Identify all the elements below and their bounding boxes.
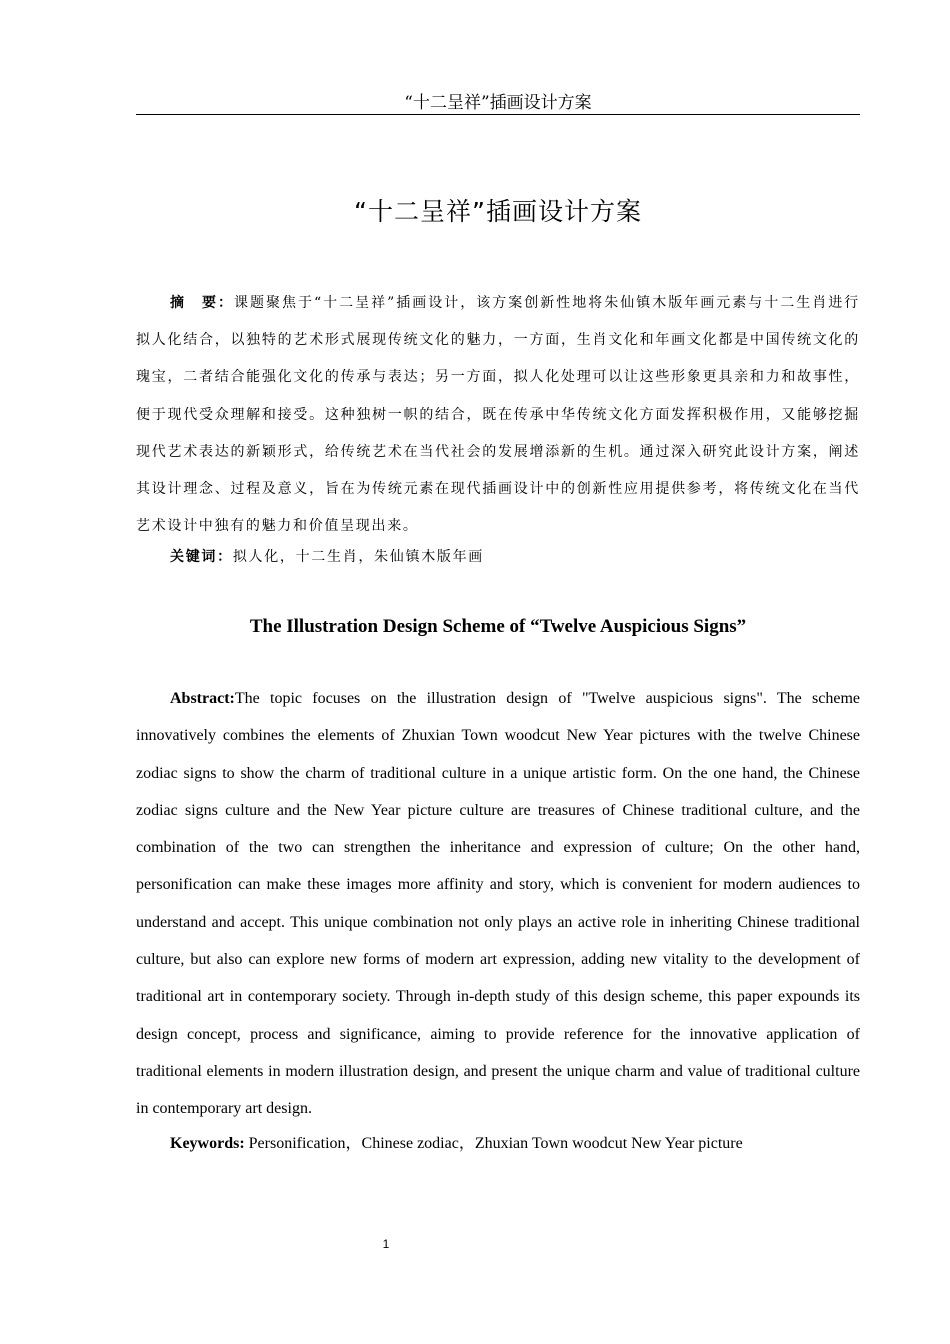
chinese-title: “十二呈祥”插画设计方案 — [354, 197, 642, 226]
chinese-abstract-label: 摘 要： — [170, 295, 234, 311]
chinese-abstract — [136, 285, 860, 545]
english-abstract-label: Abstract: — [170, 690, 235, 707]
header-rule — [136, 114, 860, 115]
english-title: The Illustration Design Scheme of “Twelve Auspicious Signs” — [249, 616, 747, 637]
page-number: 1 — [382, 1237, 390, 1251]
english-keywords-label: Keywords: — [170, 1135, 245, 1152]
chinese-abstract-text: 课题聚焦于“十二呈祥”插画设计，该方案创新性地将朱仙镇木版年画元素与十二生肖进行拟人化结合，以独特的艺术形式展现传统文化的魅力，一方面，生肖文化和年画文化都是中国传统文化的瑰宝，二者结合能强化文化的传承与表达；另一方面，拟人化处理可以让这些形象更具亲和力和故事性，便于现代受众理解和接受。这种独树一帜的结合，既在传承中华传统文化方面发挥积极作用，又能够挖掘现代艺术表达的新颖形式，给传统艺术在当代社会的发展增添新的生机。通过深入研究此设计方案，阐述其设计理念、过程及意义，旨在为传统元素在现代插画设计中的创新性应用提供参考，将传统文化在当代艺术设计中独有的魅力和价值呈现出来。 — [136, 295, 860, 535]
english-keywords — [136, 1128, 860, 1160]
chinese-keywords — [136, 540, 860, 574]
chinese-keywords-text: 拟人化，十二生肖，朱仙镇木版年画 — [232, 549, 485, 565]
running-header: “十二呈祥”插画设计方案 — [404, 93, 592, 113]
english-abstract — [136, 680, 860, 1128]
english-keywords-text: Personification，Chinese zodiac，Zhuxian Town woodcut New Year picture — [244, 1135, 743, 1152]
english-abstract-text: The topic focuses on the illustration design of "Twelve auspicious signs". The scheme innovatively combines the elements of Zhuxian Town woodcut New Year pictures with the twelve Chinese zodiac signs to show the charm of traditional culture in a unique artistic form. On the one hand, the Chinese zodiac signs culture and the New Year picture culture are treasures of Chinese traditional culture, and the combination of the two can strengthen the inheritance and expression of culture; On the other hand, personification can make these images more affinity and story, which is convenient for modern audiences to understand and accept. This unique combination not only plays an active role in inheriting Chinese traditional culture, but also can explore new forms of modern art expression, adding new vitality to the development of traditional art in contemporary society. Through in-depth study of this design scheme, this paper expounds its design concept, process and significance, aiming to provide reference for the innovative application of traditional elements in modern illustration design, and present the unique charm and value of traditional culture in contemporary art design. — [136, 690, 860, 1118]
chinese-keywords-label: 关键词： — [170, 549, 233, 565]
